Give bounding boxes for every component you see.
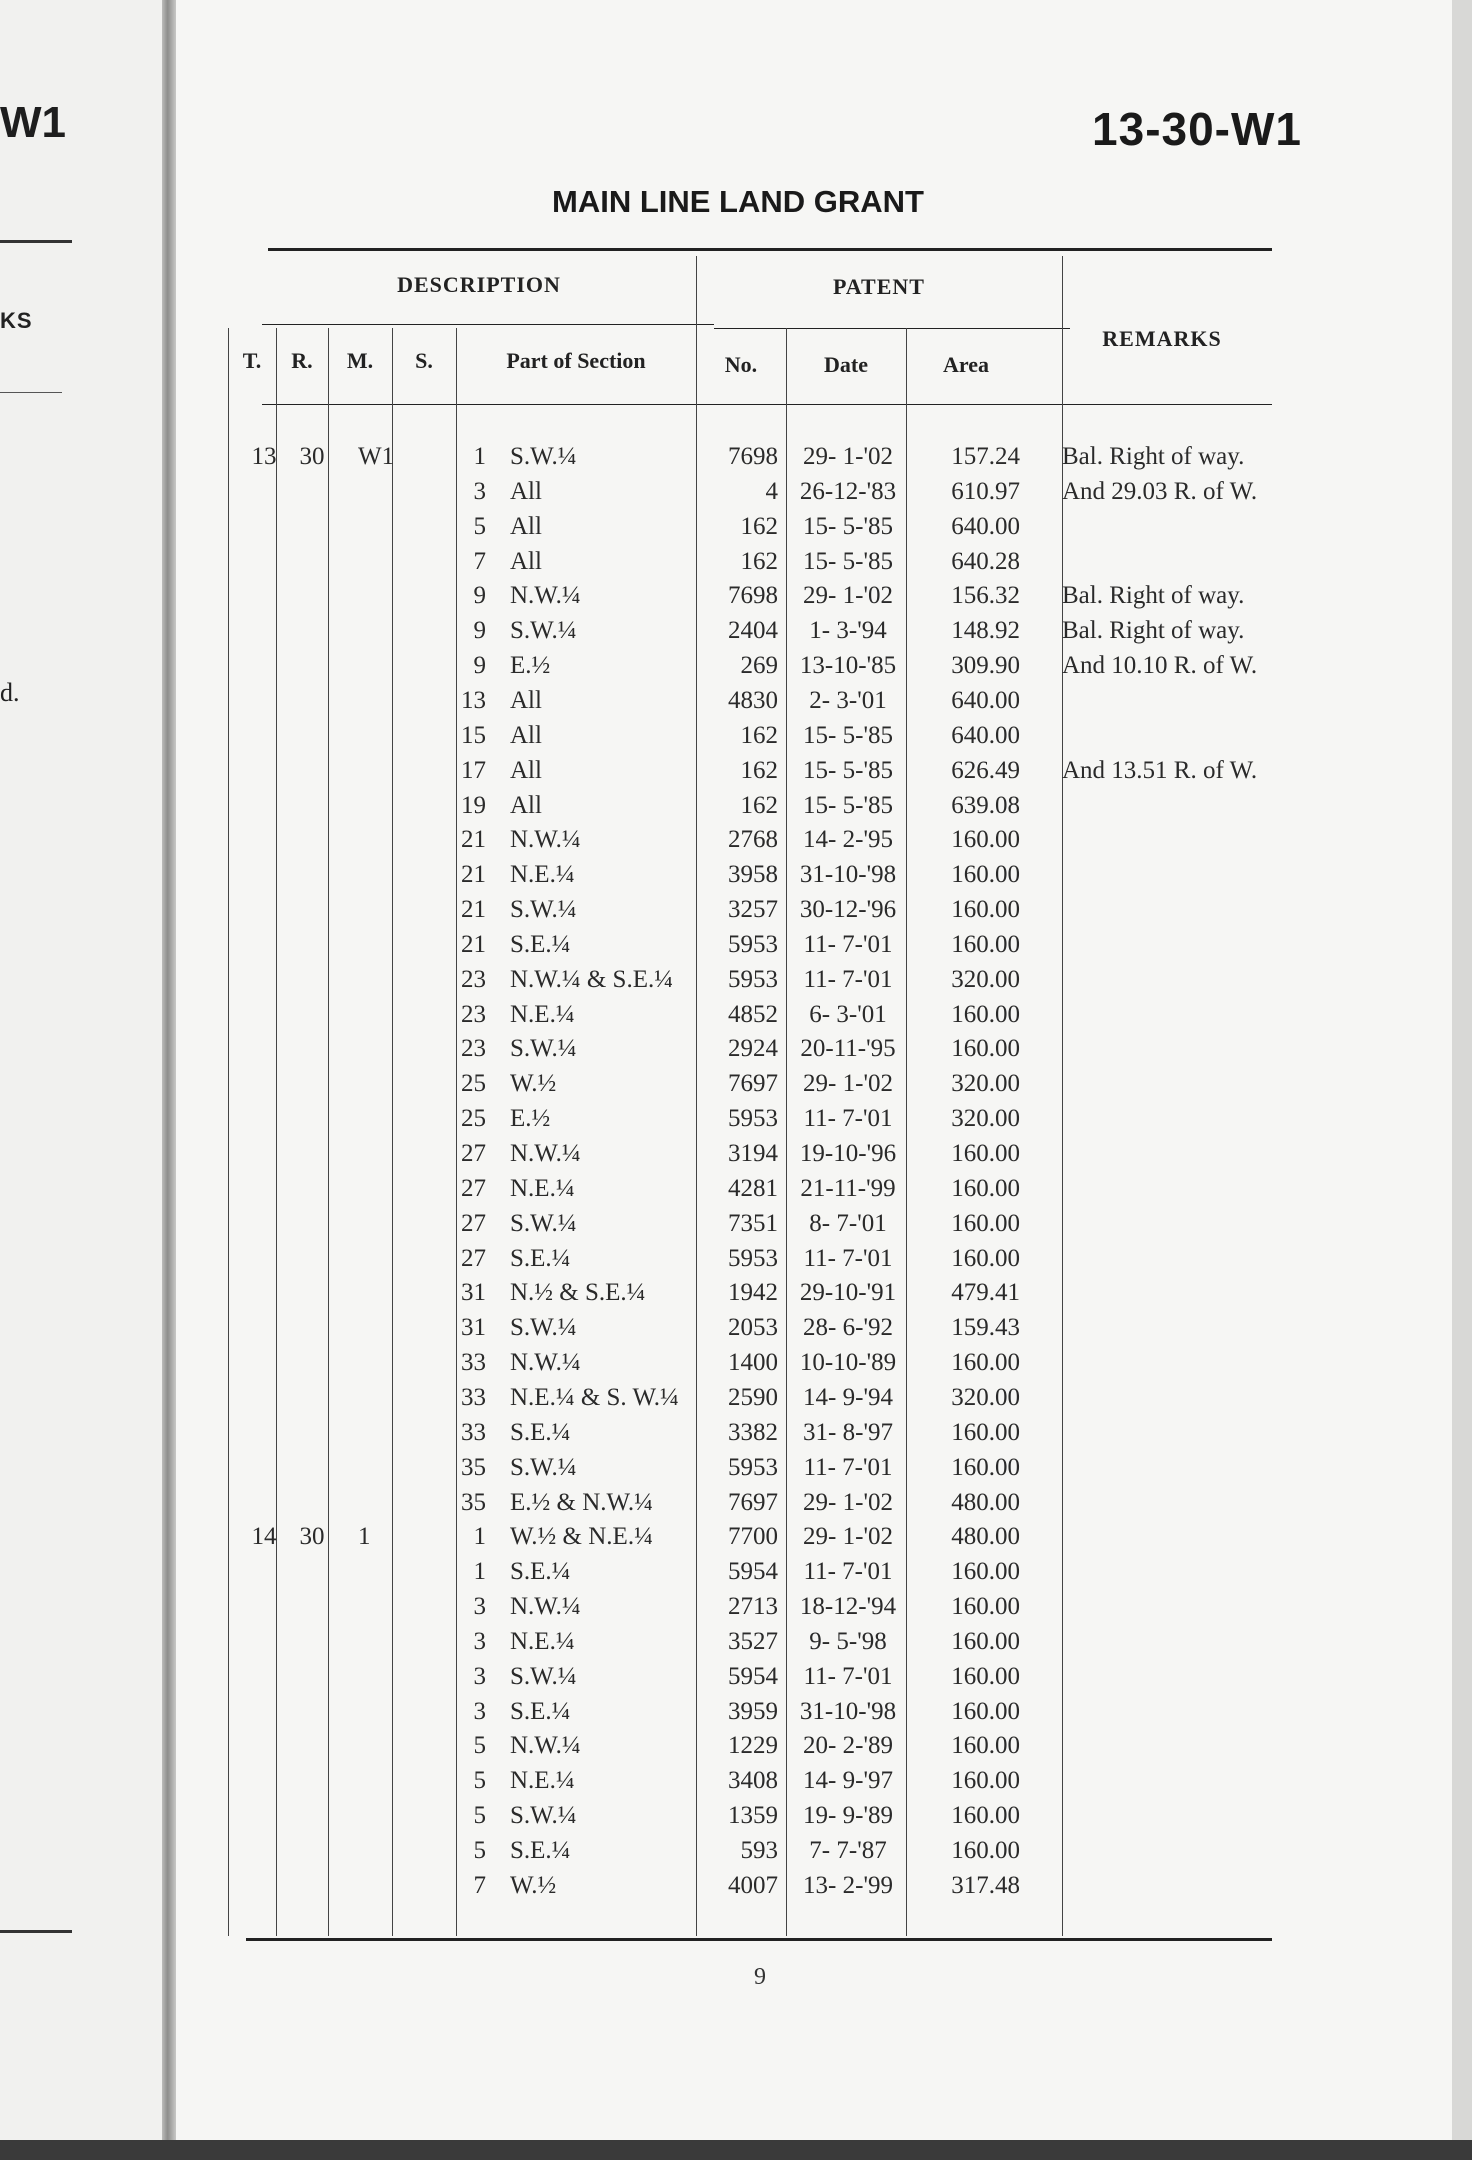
patent-date-cell: 29- 1-'02 [803, 1523, 893, 1551]
previous-page-fragment [0, 0, 168, 2160]
patent-number-cell: 5953 [728, 1105, 778, 1133]
section-cell: 7 [473, 1871, 486, 1899]
patent-number-cell: 7697 [728, 1488, 778, 1516]
part-of-section-cell: S.E.¼ [510, 930, 571, 958]
area-cell: 160.00 [951, 1140, 1020, 1167]
previous-page-rule [0, 240, 72, 243]
section-cell: 3 [473, 1697, 486, 1725]
patent-date-cell: 11- 7-'01 [803, 1453, 893, 1481]
part-of-section-cell: S.E.¼ [510, 1837, 571, 1864]
patent-number-cell: 5954 [728, 1662, 778, 1690]
area-cell: 160.00 [951, 896, 1020, 924]
header-description: DESCRIPTION [397, 272, 561, 297]
section-cell: 19 [461, 791, 486, 819]
area-cell: 160.00 [951, 1174, 1020, 1202]
patent-number-cell: 1942 [728, 1279, 778, 1307]
patent-number-cell: 2924 [728, 1035, 778, 1063]
area-cell: 160.00 [951, 1732, 1020, 1760]
section-cell: 3 [473, 1593, 486, 1621]
part-of-section-cell: All [510, 477, 542, 505]
patent-date-cell: 28- 6-'92 [803, 1314, 893, 1342]
table-row [176, 440, 1452, 474]
patent-number-cell: 1400 [728, 1349, 778, 1377]
table-row [176, 1137, 1452, 1171]
section-cell: 1 [473, 1523, 486, 1551]
patent-date-cell: 14- 9-'94 [803, 1383, 893, 1411]
part-of-section-cell: All [510, 547, 542, 575]
area-cell: 160.00 [951, 1000, 1020, 1028]
part-of-section-cell: N.W.¼ [510, 582, 581, 610]
part-of-section-cell: N.W.¼ [510, 1349, 581, 1377]
remarks-cell: And 29.03 R. of W. [1062, 477, 1258, 505]
remarks-cell: And 10.10 R. of W. [1062, 652, 1258, 680]
table-row [176, 475, 1452, 509]
township-cell: 13 [251, 443, 277, 470]
area-cell: 480.00 [951, 1488, 1020, 1516]
township-cell: 14 [251, 1523, 277, 1551]
patent-date-cell: 29- 1-'02 [803, 1488, 893, 1516]
part-of-section-cell: S.W.¼ [510, 1035, 577, 1063]
area-cell: 320.00 [951, 1070, 1020, 1098]
part-of-section-cell: All [510, 686, 542, 714]
header-bottom-rule [262, 404, 1272, 405]
part-of-section-cell: S.E.¼ [510, 1558, 571, 1586]
patent-date-cell: 15- 5-'85 [803, 791, 893, 819]
section-cell: 23 [461, 1035, 486, 1063]
patent-number-cell: 4281 [728, 1174, 778, 1202]
patent-number-cell: 4852 [728, 1000, 778, 1028]
range-cell: 30 [299, 1523, 325, 1551]
section-cell: 3 [473, 1627, 486, 1655]
table-row [176, 1764, 1452, 1798]
remarks-cell: Bal. Right of way. [1062, 617, 1245, 645]
part-of-section-cell: W.½ & N.E.¼ [510, 1523, 653, 1551]
section-cell: 33 [461, 1349, 486, 1377]
patent-number-cell: 2768 [728, 826, 778, 854]
patent-date-cell: 15- 5-'85 [803, 547, 893, 575]
patent-number-cell: 3527 [728, 1627, 778, 1655]
patent-number-cell: 162 [740, 721, 778, 749]
patent-number-cell: 1229 [728, 1732, 778, 1760]
part-of-section-cell: N.E.¼ [510, 1767, 575, 1795]
patent-number-cell: 3958 [728, 861, 778, 889]
table-row [176, 1067, 1452, 1101]
table-row [176, 1799, 1452, 1833]
table-row [176, 1276, 1452, 1310]
patent-number-cell: 7700 [728, 1523, 778, 1551]
page-title: MAIN LINE LAND GRANT [552, 184, 924, 219]
area-cell: 317.48 [951, 1871, 1020, 1899]
area-cell: 480.00 [951, 1523, 1020, 1551]
part-of-section-cell: E.½ [510, 652, 551, 680]
patent-number-cell: 5953 [728, 1453, 778, 1481]
section-cell: 27 [461, 1244, 486, 1272]
table-row [176, 614, 1452, 648]
part-of-section-cell: S.W.¼ [510, 1802, 577, 1830]
table-row [176, 1486, 1452, 1520]
area-cell: 160.00 [951, 1662, 1020, 1690]
table-row [176, 1311, 1452, 1345]
patent-date-cell: 14- 2-'95 [803, 826, 893, 854]
header-part-of-section: Part of Section [506, 348, 646, 373]
section-cell: 5 [473, 1767, 486, 1795]
section-cell: 23 [461, 965, 486, 993]
patent-date-cell: 11- 7-'01 [803, 1244, 893, 1272]
section-cell: 27 [461, 1140, 486, 1167]
table-row [176, 1520, 1452, 1554]
patent-number-cell: 162 [740, 512, 778, 540]
header-remarks: REMARKS [1102, 326, 1222, 351]
patent-underline [714, 328, 1070, 329]
table-row [176, 1381, 1452, 1415]
description-underline [262, 324, 714, 325]
page-code: 13-30-W1 [1092, 103, 1302, 155]
part-of-section-cell: S.W.¼ [510, 896, 577, 924]
area-cell: 160.00 [951, 930, 1020, 958]
section-cell: 33 [461, 1383, 486, 1411]
table-row [176, 1346, 1452, 1380]
section-cell: 21 [461, 930, 486, 958]
table-row [176, 1869, 1452, 1903]
patent-date-cell: 31-10-'98 [799, 861, 897, 889]
part-of-section-cell: All [510, 721, 542, 749]
part-of-section-cell: S.W.¼ [510, 1453, 577, 1481]
patent-number-cell: 7698 [728, 443, 778, 470]
part-of-section-cell: S.W.¼ [510, 1314, 577, 1342]
table-row [176, 719, 1452, 753]
section-cell: 25 [461, 1105, 486, 1133]
patent-date-cell: 15- 5-'85 [803, 756, 893, 784]
part-of-section-cell: All [510, 512, 542, 540]
patent-number-cell: 4830 [728, 686, 778, 714]
area-cell: 160.00 [951, 861, 1020, 889]
patent-number-cell: 5953 [728, 1244, 778, 1272]
table-row [176, 1834, 1452, 1868]
section-cell: 21 [461, 826, 486, 854]
patent-date-cell: 19- 9-'89 [803, 1802, 893, 1830]
area-cell: 160.00 [951, 1209, 1020, 1237]
table-row [176, 789, 1452, 823]
patent-date-cell: 10-10-'89 [799, 1349, 897, 1377]
area-cell: 160.00 [951, 1837, 1020, 1864]
table-row [176, 823, 1452, 857]
section-cell: 9 [473, 652, 486, 680]
patent-date-cell: 11- 7-'01 [803, 1662, 893, 1690]
patent-date-cell: 6- 3-'01 [809, 1000, 887, 1028]
patent-number-cell: 5954 [728, 1558, 778, 1586]
patent-number-cell: 162 [740, 547, 778, 575]
section-cell: 15 [461, 721, 486, 749]
part-of-section-cell: N.W.¼ [510, 826, 581, 854]
area-cell: 610.97 [951, 477, 1020, 505]
section-cell: 1 [473, 1558, 486, 1586]
area-cell: 160.00 [951, 1558, 1020, 1586]
patent-number-cell: 3194 [728, 1140, 778, 1167]
patent-date-cell: 15- 5-'85 [803, 512, 893, 540]
table-row [176, 579, 1452, 613]
patent-date-cell: 31- 8-'97 [803, 1418, 893, 1446]
patent-date-cell: 13-10-'85 [799, 652, 897, 680]
previous-page-remarks-header: KS [0, 308, 33, 333]
patent-number-cell: 3257 [728, 896, 778, 924]
area-cell: 160.00 [951, 826, 1020, 854]
table-row [176, 1102, 1452, 1136]
part-of-section-cell: N.W.¼ [510, 1593, 581, 1621]
area-cell: 160.00 [951, 1697, 1020, 1725]
patent-date-cell: 30-12-'96 [799, 896, 897, 924]
section-cell: 5 [473, 1802, 486, 1830]
patent-date-cell: 9- 5-'98 [809, 1627, 887, 1655]
table-row [176, 1625, 1452, 1659]
patent-number-cell: 3959 [728, 1697, 778, 1725]
section-cell: 21 [461, 861, 486, 889]
part-of-section-cell: N.½ & S.E.¼ [510, 1279, 646, 1307]
remarks-cell: Bal. Right of way. [1062, 582, 1245, 610]
section-cell: 23 [461, 1000, 486, 1028]
area-cell: 160.00 [951, 1349, 1020, 1377]
section-cell: 17 [461, 756, 486, 784]
part-of-section-cell: N.E.¼ [510, 1174, 575, 1202]
table-row [176, 545, 1452, 579]
table-row [176, 1660, 1452, 1694]
part-of-section-cell: S.W.¼ [510, 1209, 577, 1237]
part-of-section-cell: S.E.¼ [510, 1697, 571, 1725]
patent-number-cell: 7351 [728, 1209, 778, 1237]
table-row [176, 1590, 1452, 1624]
part-of-section-cell: W.½ [510, 1871, 557, 1899]
patent-number-cell: 5953 [728, 965, 778, 993]
section-cell: 25 [461, 1070, 486, 1098]
area-cell: 309.90 [951, 652, 1020, 680]
section-cell: 5 [473, 512, 486, 540]
section-cell: 9 [473, 582, 486, 610]
area-cell: 479.41 [951, 1279, 1020, 1307]
patent-number-cell: 593 [740, 1837, 778, 1864]
area-cell: 160.00 [951, 1418, 1020, 1446]
patent-date-cell: 29- 1-'02 [803, 1070, 893, 1098]
area-cell: 159.43 [951, 1314, 1020, 1342]
section-cell: 3 [473, 477, 486, 505]
patent-date-cell: 1- 3-'94 [809, 617, 887, 645]
part-of-section-cell: N.W.¼ [510, 1732, 581, 1760]
patent-date-cell: 7- 7-'87 [809, 1837, 887, 1864]
table-row [176, 928, 1452, 962]
patent-number-cell: 4 [765, 477, 778, 505]
patent-date-cell: 26-12-'83 [799, 477, 897, 505]
area-cell: 640.00 [951, 721, 1020, 749]
table-row [176, 1555, 1452, 1589]
previous-page-bottom-rule [0, 1930, 72, 1933]
header-m: M. [346, 348, 374, 373]
table-row [176, 684, 1452, 718]
scan-bottom-edge [0, 2140, 1472, 2160]
patent-number-cell: 7698 [728, 582, 778, 610]
patent-number-cell: 2404 [728, 617, 778, 645]
table-row [176, 1242, 1452, 1276]
remarks-cell: Bal. Right of way. [1062, 443, 1245, 470]
patent-date-cell: 8- 7-'01 [809, 1209, 887, 1237]
section-cell: 27 [461, 1174, 486, 1202]
table-row [176, 1207, 1452, 1241]
header-t: T. [242, 348, 262, 373]
remarks-cell: And 13.51 R. of W. [1062, 756, 1258, 784]
meridian-cell: W1 [358, 443, 395, 470]
table-row [176, 1172, 1452, 1206]
part-of-section-cell: S.E.¼ [510, 1418, 571, 1446]
patent-date-cell: 11- 7-'01 [803, 1558, 893, 1586]
previous-page-text: d. [0, 678, 20, 707]
previous-page-divider [0, 392, 62, 393]
section-cell: 1 [473, 443, 486, 470]
section-cell: 3 [473, 1662, 486, 1690]
table-row [176, 858, 1452, 892]
table-row [176, 1729, 1452, 1763]
area-cell: 626.49 [951, 756, 1020, 784]
area-cell: 156.32 [951, 582, 1020, 610]
range-cell: 30 [299, 443, 325, 470]
part-of-section-cell: E.½ & N.W.¼ [510, 1488, 653, 1516]
section-cell: 33 [461, 1418, 486, 1446]
patent-number-cell: 4007 [728, 1871, 778, 1899]
table-row [176, 1451, 1452, 1485]
section-cell: 35 [461, 1488, 486, 1516]
table-row [176, 998, 1452, 1032]
patent-date-cell: 14- 9-'97 [803, 1767, 893, 1795]
section-cell: 31 [461, 1314, 486, 1342]
patent-date-cell: 29-10-'91 [799, 1279, 897, 1307]
area-cell: 148.92 [951, 617, 1020, 645]
area-cell: 640.28 [951, 547, 1020, 575]
table-row [176, 963, 1452, 997]
header-no: No. [724, 352, 758, 377]
part-of-section-cell: N.E.¼ [510, 861, 575, 889]
section-cell: 5 [473, 1837, 486, 1864]
section-cell: 31 [461, 1279, 486, 1307]
section-cell: 35 [461, 1453, 486, 1481]
section-cell: 13 [461, 686, 486, 714]
header-area: Area [942, 352, 990, 377]
patent-date-cell: 29- 1-'02 [803, 443, 893, 470]
table-row [176, 510, 1452, 544]
area-cell: 157.24 [951, 443, 1020, 470]
header-r: R. [291, 348, 313, 373]
area-cell: 160.00 [951, 1035, 1020, 1063]
section-cell: 9 [473, 617, 486, 645]
area-cell: 160.00 [951, 1767, 1020, 1795]
part-of-section-cell: E.½ [510, 1105, 551, 1133]
patent-date-cell: 31-10-'98 [799, 1697, 897, 1725]
patent-number-cell: 2713 [728, 1593, 778, 1621]
patent-number-cell: 3382 [728, 1418, 778, 1446]
patent-date-cell: 11- 7-'01 [803, 1105, 893, 1133]
patent-date-cell: 21-11-'99 [800, 1174, 896, 1202]
section-cell: 21 [461, 896, 486, 924]
area-cell: 320.00 [951, 965, 1020, 993]
patent-date-cell: 19-10-'96 [799, 1140, 897, 1167]
table-row [176, 1416, 1452, 1450]
patent-date-cell: 20-11-'95 [800, 1035, 896, 1063]
area-cell: 320.00 [951, 1383, 1020, 1411]
ledger-page [176, 0, 1452, 2140]
part-of-section-cell: N.E.¼ [510, 1627, 575, 1655]
header-s: S. [415, 348, 433, 373]
table-row [176, 754, 1452, 788]
area-cell: 640.00 [951, 512, 1020, 540]
header-patent: PATENT [833, 274, 925, 299]
part-of-section-cell: All [510, 791, 542, 819]
part-of-section-cell: W.½ [510, 1070, 557, 1098]
area-cell: 640.00 [951, 686, 1020, 714]
patent-date-cell: 18-12-'94 [799, 1593, 897, 1621]
part-of-section-cell: N.W.¼ [510, 1140, 581, 1167]
part-of-section-cell: S.E.¼ [510, 1244, 571, 1272]
patent-number-cell: 2053 [728, 1314, 778, 1342]
meridian-cell: 1 [358, 1523, 371, 1551]
area-cell: 160.00 [951, 1627, 1020, 1655]
patent-date-cell: 11- 7-'01 [803, 930, 893, 958]
table-row [176, 1695, 1452, 1729]
patent-date-cell: 11- 7-'01 [803, 965, 893, 993]
part-of-section-cell: N.E.¼ & S. W.¼ [510, 1383, 679, 1411]
part-of-section-cell: S.W.¼ [510, 617, 577, 645]
area-cell: 320.00 [951, 1105, 1020, 1133]
patent-date-cell: 20- 2-'89 [803, 1732, 893, 1760]
patent-number-cell: 2590 [728, 1383, 778, 1411]
part-of-section-cell: S.W.¼ [510, 443, 577, 470]
header-date: Date [824, 352, 868, 377]
part-of-section-cell: S.W.¼ [510, 1662, 577, 1690]
area-cell: 160.00 [951, 1244, 1020, 1272]
part-of-section-cell: All [510, 756, 542, 784]
part-of-section-cell: N.W.¼ & S.E.¼ [510, 965, 673, 993]
patent-number-cell: 5953 [728, 930, 778, 958]
area-cell: 160.00 [951, 1593, 1020, 1621]
page-number: 9 [754, 1964, 766, 1990]
section-cell: 5 [473, 1732, 486, 1760]
section-cell: 27 [461, 1209, 486, 1237]
area-cell: 160.00 [951, 1453, 1020, 1481]
patent-number-cell: 3408 [728, 1767, 778, 1795]
patent-number-cell: 162 [740, 791, 778, 819]
patent-number-cell: 269 [740, 652, 778, 680]
area-cell: 639.08 [951, 791, 1020, 819]
scan-right-edge [1452, 0, 1472, 2140]
patent-number-cell: 7697 [728, 1070, 778, 1098]
patent-date-cell: 29- 1-'02 [803, 582, 893, 610]
patent-date-cell: 2- 3-'01 [809, 686, 887, 714]
table-bottom-rule [246, 1938, 1272, 1941]
table-row [176, 649, 1452, 683]
table-row [176, 1032, 1452, 1066]
area-cell: 160.00 [951, 1802, 1020, 1830]
patent-number-cell: 1359 [728, 1802, 778, 1830]
section-cell: 7 [473, 547, 486, 575]
part-of-section-cell: N.E.¼ [510, 1000, 575, 1028]
previous-page-title: W1 [0, 98, 66, 147]
table-row [176, 893, 1452, 927]
table-top-rule [268, 248, 1272, 251]
patent-number-cell: 162 [740, 756, 778, 784]
patent-date-cell: 15- 5-'85 [803, 721, 893, 749]
book-gutter [162, 0, 176, 2160]
patent-date-cell: 13- 2-'99 [803, 1871, 893, 1899]
